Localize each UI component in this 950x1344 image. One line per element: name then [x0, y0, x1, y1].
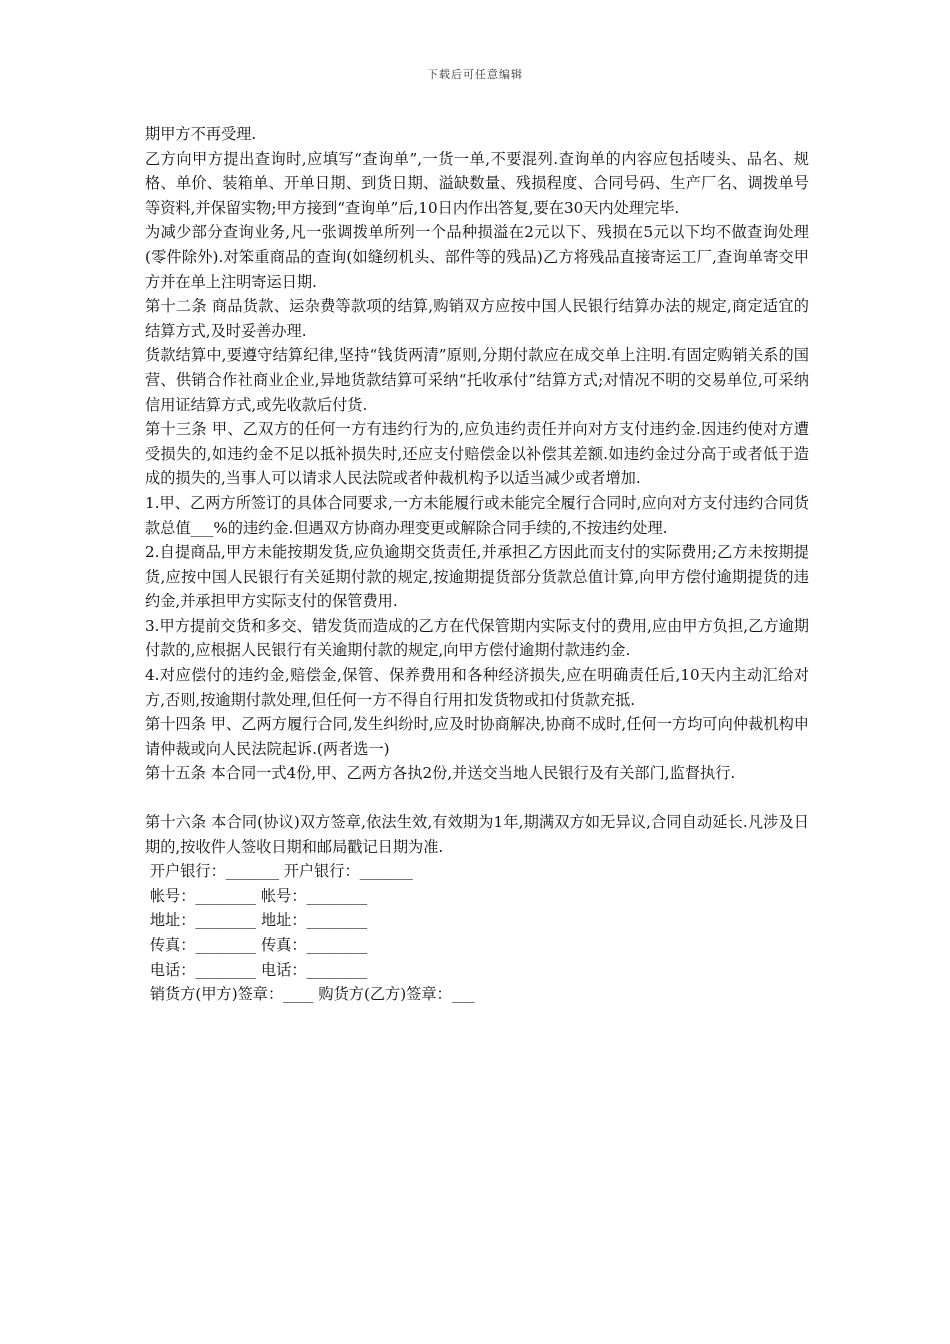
- address-line: 地址：________ 地址：________: [145, 911, 368, 930]
- paragraph-item-4: 4.对应偿付的违约金,赔偿金,保管、保养费用和各种经济损失,应在明确责任后,10天内主动汇给对方,否则,按逾期付款处理,但任何一方不得自行用扣发货物或扣付货款充抵.: [145, 666, 809, 709]
- paragraph-payment-settlement: 货款结算中,要遵守结算纪律,坚持“钱货两清”原则,分期付款应在成交单上注明.有固定购销关系的国营、供销合作社商业企业,异地货款结算可采纳“托收承付”结算方式;对情况不明的交易单位,可采纳信用证结算方式,或先收款后付货.: [145, 346, 809, 414]
- account-line: 帐号：________ 帐号：________: [145, 886, 368, 905]
- paragraph-article-12: 第十二条 商品货款、运杂费等款项的结算,购销双方应按中国人民银行结算办法的规定,商定适宜的结算方式,及时妥善办理.: [145, 297, 809, 340]
- paragraph-article-13: 第十三条 甲、乙双方的任何一方有违约行为的,应负违约责任并向对方支付违约金.因违约使对方遭受损失的,如违约金不足以抵补损失时,还应支付赔偿金以补偿其差额.如违约金过分高于或者低于造成的损失的,当事人可以请求人民法院或者仲裁机构予以适当减少或者增加.: [145, 420, 809, 488]
- paragraph-inquiry-form: 乙方向甲方提出查询时,应填写“查询单”,一货一单,不要混列.查询单的内容应包括唛头、品名、规格、单价、装箱单、开单日期、到货日期、溢缺数量、残损程度、合同号码、生产厂名、调拨单号等资料,并保留实物;甲方接到“查询单”后,10日内作出答复,要在30天内处理完毕.: [145, 149, 809, 217]
- phone-line: 电话：________ 电话：________: [145, 960, 368, 979]
- paragraph-article-14: 第十四条 甲、乙两方履行合同,发生纠纷时,应及时协商解决,协商不成时,任何一方均可向仲裁机构申请仲裁或向人民法院起诉.(两者选一): [145, 715, 809, 758]
- signature-block: [145, 859, 809, 1007]
- blank-line: [145, 786, 809, 810]
- fax-line: 传真：________ 传真：________: [145, 936, 368, 954]
- paragraph-item-1: 1.甲、乙两方所签订的具体合同要求,一方未能履行或未能完全履行合同时,应向对方支付违约合同货款总值___%的违约金.但遇双方协商办理变更或解除合同手续的,不按违约处理.: [145, 493, 809, 537]
- page-header: 下载后可任意编辑: [427, 68, 523, 81]
- paragraph-article-15: 第十五条 本合同一式4份,甲、乙两方各执2份,并送交当地人民银行及有关部门,监督执行.: [145, 764, 736, 783]
- paragraph-reduce-inquiry: 为减少部分查询业务,凡一张调拨单所列一个品种损溢在2元以下、残损在5元以下均不做查询处理(零件除外).对笨重商品的查询(如缝纫机头、部件等的残品)乙方将残品直接寄运工厂,查询单寄交甲方并在单上注明寄运日期.: [145, 223, 809, 291]
- paragraph-continuation: 期甲方不再受理.: [145, 125, 257, 143]
- document-body: [145, 122, 809, 1007]
- seal-line: 销货方(甲方)签章：____ 购货方(乙方)签章：___: [145, 985, 475, 1004]
- paragraph-article-16: 第十六条 本合同(协议)双方签章,依法生效,有效期为1年,期满双方如无异议,合同自动延长.凡涉及日期的,按收件人签收日期和邮局戳记日期为准.: [145, 813, 809, 856]
- bank-line: 开户银行：_______ 开户银行：_______: [145, 862, 413, 881]
- paragraph-item-2: 2.自提商品,甲方未能按期发货,应负逾期交货责任,并承担乙方因此而支付的实际费用;乙方未按期提货,应按中国人民银行有关延期付款的规定,按逾期提货部分货款总值计算,向甲方偿付逾期提货的违约金,并承担甲方实际支付的保管费用.: [145, 543, 809, 611]
- paragraph-item-3: 3.甲方提前交货和多交、错发货而造成的乙方在代保管期内实际支付的费用,应由甲方负担,乙方逾期付款的,应根据人民银行有关逾期付款的规定,向甲方偿付逾期付款违约金.: [145, 616, 809, 660]
